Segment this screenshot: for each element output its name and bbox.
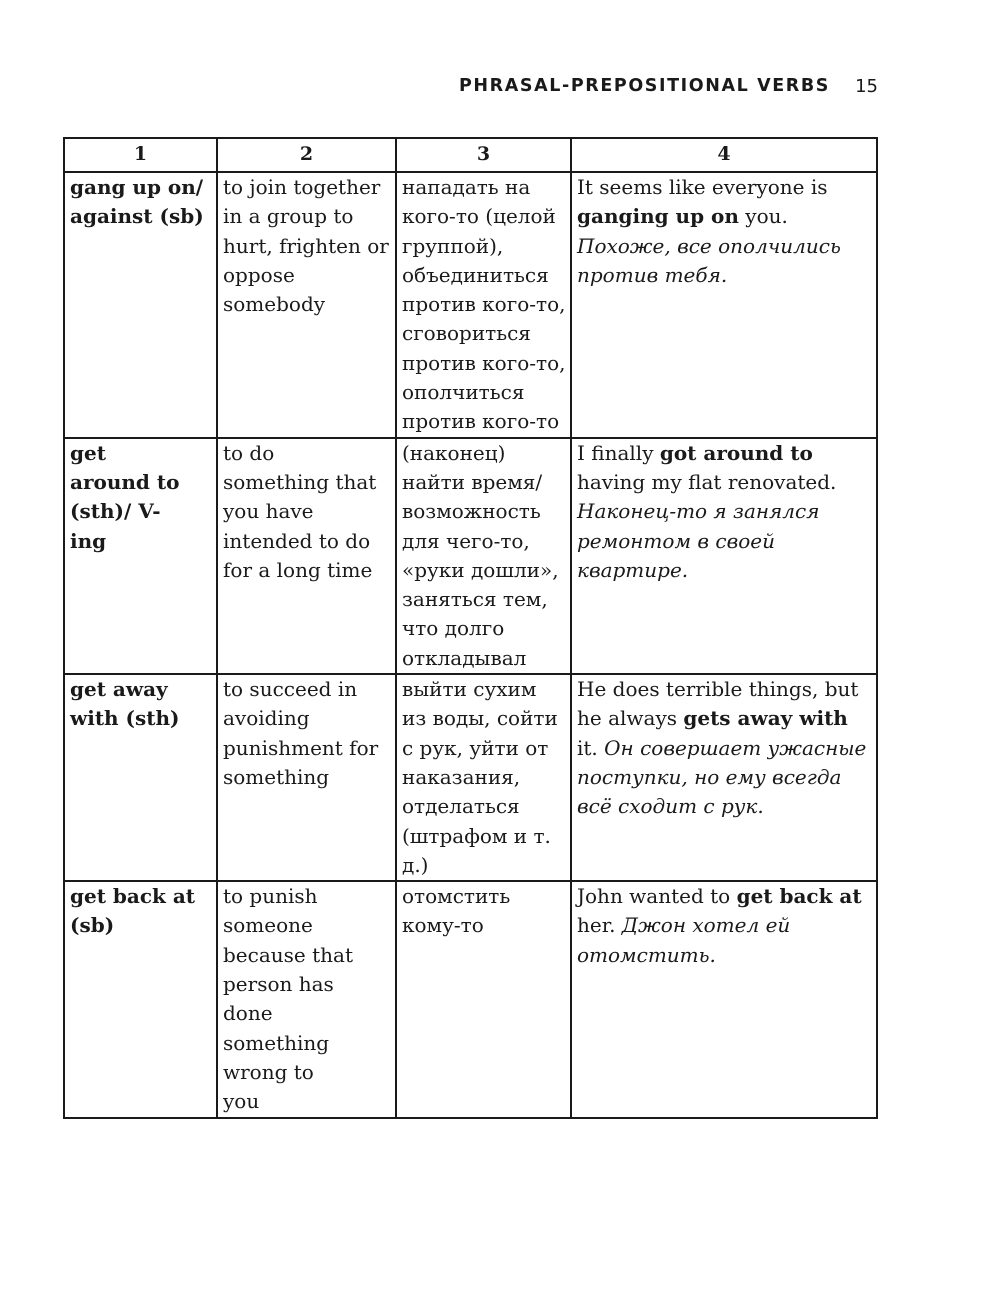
example-text: He does terrible things, but he always — [577, 677, 859, 731]
example — [577, 675, 872, 821]
vocabulary-table — [63, 137, 878, 1119]
term: get away with (sth) — [70, 677, 180, 731]
page-number: 15 — [855, 76, 878, 97]
definition-cell — [217, 172, 396, 438]
definition: to punish someone because that person has done something wrong to you — [223, 884, 353, 1114]
running-head — [459, 76, 830, 96]
table-row — [64, 674, 877, 881]
translation: (наконец) найти время/ возможность для чего-то, «руки дошли», заняться тем, что долго откладывал — [402, 440, 559, 670]
translation-cell — [396, 881, 571, 1117]
example-text-end: her. — [577, 913, 622, 938]
example-cell — [571, 881, 877, 1117]
example-text-end: having my flat renovated. — [577, 469, 837, 494]
running-head-title: PHRASAL-PREPOSITIONAL VERBS — [458, 76, 830, 96]
translation-cell — [396, 172, 571, 438]
example-text-end: it. — [577, 735, 605, 760]
example-phrasal-verb: ganging up on — [577, 204, 739, 229]
term-cell — [64, 881, 217, 1117]
example-text: I finally — [577, 440, 660, 465]
definition-cell — [217, 438, 396, 674]
term: gang up on/ against (sb) — [70, 175, 204, 229]
example — [577, 439, 872, 585]
example-cell — [571, 172, 877, 438]
column-header: 2 — [217, 138, 396, 172]
definition: to do something that you have intended to do for a long time — [223, 440, 377, 582]
example-translation: Наконец-то я занялся ремонтом в своей квартире. — [577, 499, 820, 582]
term: get back at (sb) — [70, 884, 196, 938]
definition: to succeed in avoiding punishment for something — [223, 677, 379, 789]
column-header: 3 — [396, 138, 571, 172]
example-translation: Он совершает ужасные поступки, но ему всегда всё сходит с рук. — [577, 735, 867, 819]
column-header: 4 — [571, 138, 877, 172]
term-cell — [64, 438, 217, 674]
translation: отомстить кому-то — [402, 884, 511, 938]
term-cell — [64, 674, 217, 881]
term-cell — [64, 172, 217, 438]
example-translation: Похоже, все ополчились против тебя. — [577, 233, 841, 287]
table-header-row — [64, 138, 877, 172]
example-text-end: you. — [738, 204, 788, 229]
example — [577, 882, 872, 970]
definition-cell — [217, 674, 396, 881]
example-phrasal-verb: get back at — [736, 884, 862, 909]
example-phrasal-verb: got around to — [659, 440, 813, 465]
translation-cell — [396, 438, 571, 674]
example-phrasal-verb: gets away with — [683, 706, 848, 731]
example-cell — [571, 438, 877, 674]
definition: to join together in a group to hurt, frighten or oppose somebody — [223, 175, 389, 317]
example-text: It seems like everyone is — [577, 175, 828, 199]
translation: выйти сухим из воды, сойти с рук, уйти от наказания, отделаться (штрафом и т. д.) — [402, 677, 558, 877]
table-row — [64, 881, 877, 1117]
example — [577, 173, 872, 290]
translation-cell — [396, 674, 571, 881]
term: get around to (sth)/ V-ing — [70, 440, 180, 553]
table-row — [64, 172, 877, 438]
example-cell — [571, 674, 877, 881]
example-translation: Джон хотел ей отомстить. — [577, 913, 791, 967]
table-row — [64, 438, 877, 674]
definition-cell — [217, 881, 396, 1117]
example-text: John wanted to — [577, 884, 737, 909]
translation: нападать на кого-то (целой группой), объединиться против кого-то, сговориться против кого-то, ополчиться против кого-то — [402, 175, 566, 434]
column-header: 1 — [64, 138, 217, 172]
